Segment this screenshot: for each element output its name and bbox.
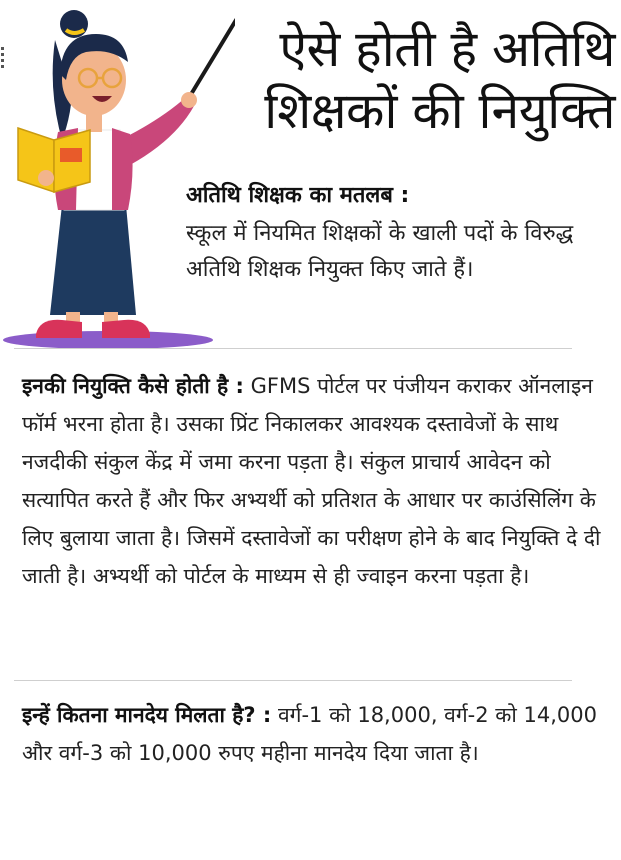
- honorarium-body: वर्ग-1 को 18,000, वर्ग-2 को 14,000 और वर्ग-3 को 10,000 रुपए महीना मानदेय दिया जाता है।: [22, 703, 598, 765]
- process-body: GFMS पोर्टल पर पंजीयन कराकर ऑनलाइन फॉर्म भरना होता है। उसका प्रिंट निकालकर आवश्यक दस्तावेजों के साथ नजदीकी संकुल केंद्र में जमा करना पड़ता है। संकुल प्राचार्य आवेदन को सत्यापित करते हैं और फिर अभ्यर्थी को प्रतिशत के आधार पर काउंसिलिंग के लिए बुलाया जाता है। जिसमें दस्तावेजों का परीक्षण होने के बाद नियुक्ति दे दी जाती है। अभ्यर्थी को पोर्टल के माध्यम से ही ज्वाइन करना पड़ता है।: [22, 374, 601, 588]
- honorarium-heading: इन्हें कितना मानदेय मिलता है? :: [22, 703, 272, 727]
- process-section: [22, 367, 602, 595]
- definition-section: [186, 180, 606, 288]
- book-icon: [18, 128, 90, 192]
- honorarium-section: [22, 696, 602, 772]
- definition-heading: अतिथि शिक्षक का मतलब :: [186, 183, 410, 208]
- title-line-2: शिक्षकों की नियुक्ति: [264, 82, 615, 140]
- article-title: [205, 18, 615, 142]
- process-heading: इनकी नियुक्ति कैसे होती है :: [22, 374, 244, 398]
- title-line-1: ऐसे होती है अतिथि: [279, 20, 615, 78]
- teacher-illustration: [0, 0, 235, 350]
- divider-1: [14, 348, 572, 349]
- definition-body: स्कूल में नियमित शिक्षकों के खाली पदों के विरुद्ध अतिथि शिक्षक नियुक्त किए जाते हैं।: [186, 221, 574, 282]
- divider-2: [14, 680, 572, 681]
